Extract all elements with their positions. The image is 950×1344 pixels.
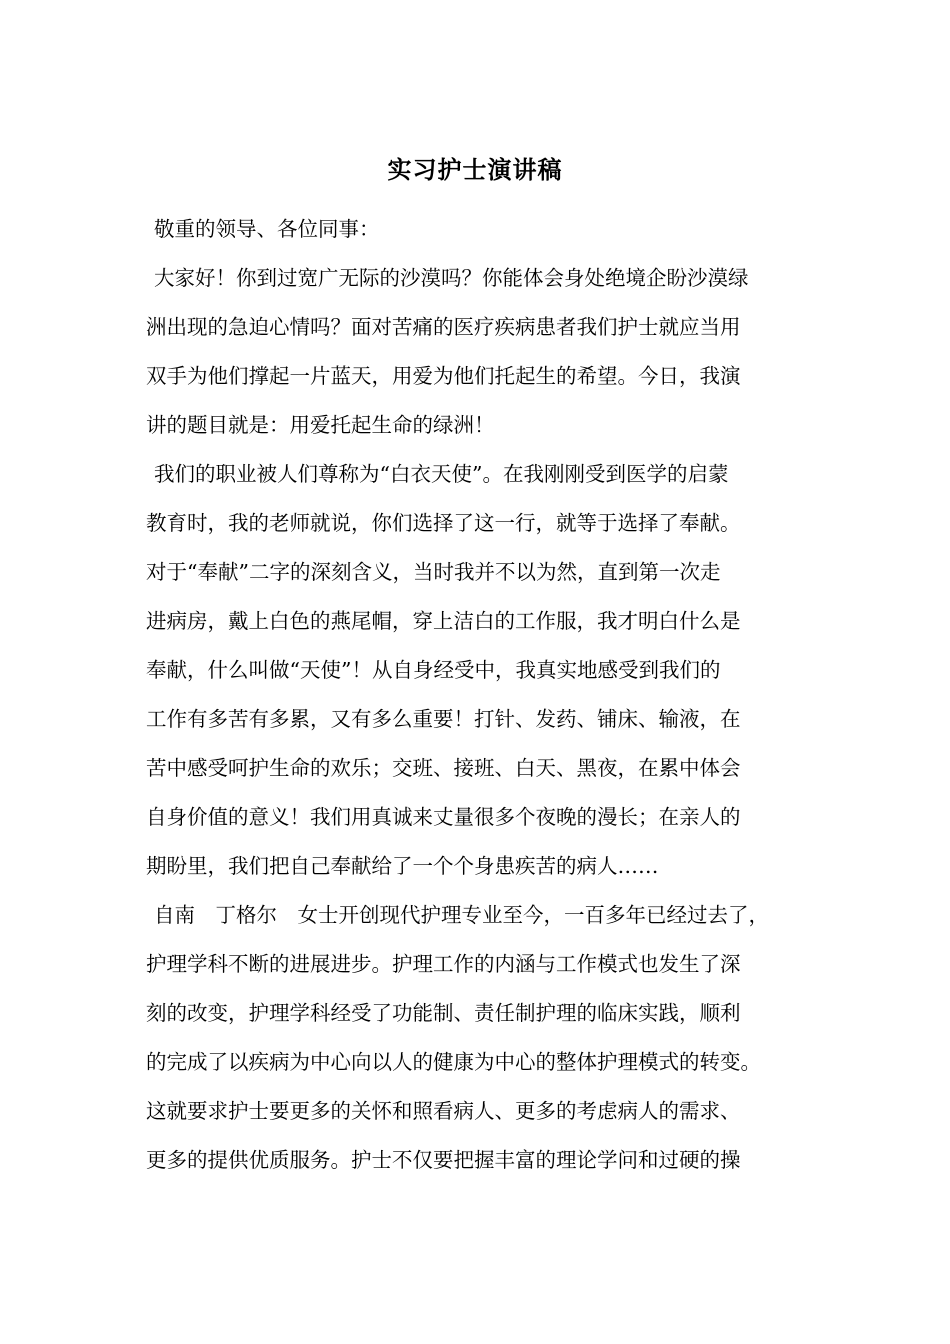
text-line: 讲的题目就是：用爱托起生命的绿洲！ — [146, 413, 495, 437]
document-title: 实习护士演讲稿 — [387, 155, 563, 184]
text-line: 大家好！你到过宽广无际的沙漠吗？你能体会身处绝境企盼沙漠绿 — [154, 266, 749, 290]
text-line: 敬重的领导、各位同事： — [154, 217, 380, 241]
text-line: 教育时，我的老师就说，你们选择了这一行，就等于选择了奉献。 — [146, 511, 741, 535]
text-line: 双手为他们撑起一片蓝天，用爱为他们托起生的希望。今日，我演 — [146, 364, 741, 388]
text-line: 期盼里，我们把自己奉献给了一个个身患疾苦的病人…… — [146, 854, 659, 878]
text-line: 护理学科不断的进展进步。护理工作的内涵与工作模式也发生了深 — [146, 952, 741, 976]
text-line: 对于“奉献”二字的深刻含义，当时我并不以为然，直到第一次走 — [146, 560, 721, 584]
text-line: 自身价值的意义！我们用真诚来丈量很多个夜晚的漫长；在亲人的 — [146, 805, 741, 829]
text-line: 更多的提供优质服务。护士不仅要把握丰富的理论学问和过硬的操 — [146, 1148, 741, 1172]
text-line: 刻的改变，护理学科经受了功能制、责任制护理的临床实践，顺利 — [146, 1001, 741, 1025]
text-line: 苦中感受呵护生命的欢乐；交班、接班、白天、黑夜，在累中体会 — [146, 756, 741, 780]
text-line: 奉献，什么叫做“天使”！从自身经受中，我真实地感受到我们的 — [146, 658, 721, 682]
text-line: 洲出现的急迫心情吗？面对苦痛的医疗疾病患者我们护士就应当用 — [146, 315, 741, 339]
text-line: 的完成了以疾病为中心向以人的健康为中心的整体护理模式的转变。 — [146, 1050, 761, 1074]
text-line: 工作有多苦有多累，又有多么重要！打针、发药、铺床、输液，在 — [146, 707, 741, 731]
text-line: 我们的职业被人们尊称为“白衣天使”。在我刚刚受到医学的启蒙 — [154, 462, 729, 486]
document-body — [146, 205, 818, 1185]
text-line: 这就要求护士要更多的关怀和照看病人、更多的考虑病人的需求、 — [146, 1099, 741, 1123]
text-line: 自南 丁格尔 女士开创现代护理专业至今，一百多年已经过去了， — [154, 903, 769, 927]
text-line: 进病房，戴上白色的燕尾帽，穿上洁白的工作服，我才明白什么是 — [146, 609, 741, 633]
